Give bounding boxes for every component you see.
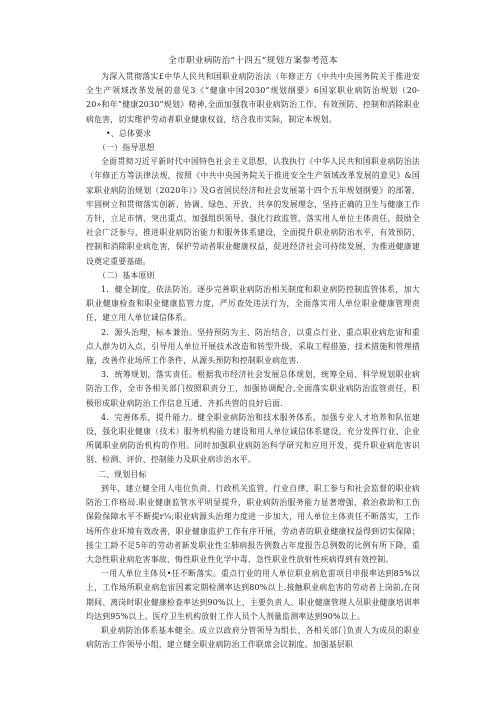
document-body xyxy=(86,70,420,652)
paragraph: 1．健全制度，依法防治。逐步完善职业病防治相关制度和职业病防控制监管体系，加大职业健康检查和职业健康监管力度，严厉查处违法行为，全面落实用人单位职业健康管理责任，建立用人单位诚信体系。 xyxy=(86,285,420,323)
paragraph: 职业病防治体系基本健全。成立以政府分管领导为组长、各相关部门负责人为成员的职业病防治工作领导小组，建立健全职业病防治工作联席会议制度。加强基层职 xyxy=(86,625,420,650)
paragraph: （二）基本原则 xyxy=(98,270,155,280)
paragraph: •、总体要求 xyxy=(106,128,152,138)
paragraph: 4．完善体系，提升能力。健全职业病防治和技术服务体系，加强专业人才培养和队伍建设，强化职业健康（技术）服务机构能力建设和用人单位诚信体系建设，充分发挥行业、企业所属职业病防治机构的作用。同时加强职业病防治科学研究和应用开发，提升职业病危害识别、检测、评价、控制能力及职业病诊治水平。 xyxy=(86,412,420,465)
paragraph: （一）指导思想 xyxy=(98,143,155,153)
paragraph: 3．统筹规划，落实责任。根据我市经济社会发展总体规划，统筹全局、科学规划职业病防治工作，全市各相关部门按照职责分工，加强协调配合,全面落实职业病防治监管责任，积极形成职业病防治工作信息互通、齐抓共管的良好后面. xyxy=(86,370,420,408)
paragraph: 2．源头治理，标本兼治。坚持预防为主、防治结合，以重点行业、重点职业病危宙和重点人群为切入点，引导用人单位开展技术改造和转型升级，采取工程措施、技术措施和管理措施，改善作业场所工作条件，从源头预防和控制职业病危害. xyxy=(86,327,420,366)
paragraph: 二、规划目标 xyxy=(98,469,147,479)
paragraph: 全面贯彻习近平新时代中国特色社会主义思想，认我执行《中华人民共和国职业病防治法（年修正方等法律法规，按照《中共中央国务院关于推进安全生产领域改革发展的意见》&国家职业病防治规划（2020年）》及G省国民经济和社会发展第十四个五年规划纲要》的部署，牢固树立和贯彻落实创新、协调、绿色、开放、共享的发展理念，坚持正确的卫生与健康工作方针，立足市情，突出重点，加强组织领导，强化行政监管，落实用人单位主体责任，鼓励全社会广泛参与，推进职业病防治能力和服务体系建设，全面提升职业病防治水平，有效预防、控制和消除职业病危害，保护劳动者职业健康权益，促进经济社会可持续发展，为推进健康建设奠定重要基础。 xyxy=(86,157,420,266)
paragraph: 一用人单位主体员•任不断落实。重点行业的用人单位职业病危雷项目申报率达到85%以上，工作场所职业病危宙因素定期检测率达到80%以上.接触职业病危害的劳动者上岗前,在岗期间、离岗时职业健康检查率达到90%以上，主要负责人、职业健康管理人员职业健康培训率均达到95%以上。医疗卫生机构放射工作人员个人剂量监测率达到90%以上。 xyxy=(86,569,420,621)
document-title: 全市职业病防治“十四五”规划方案参考范本 xyxy=(168,56,338,66)
paragraph: 为深入贯彻落实£中华人民共和国职业病防治法（年修正方《中共中央国务院关于推进安全生产领域改革发展的意见3《“健康中国2030”规划纲要》6国家职业病防治规划（20-20»和年”健康2030”规划》精神,全面加强我市职业病防治工作，有效预防、控制和消除职业病危害，切实维护劳动者职业健康权益，结合我市实际，制定本规划。 xyxy=(86,72,420,124)
paragraph: 到年，建立健全用人电位负责、行政机关监管、行业自律、职工参与和社会监督的职业病防治工作格局.职业健康监管水平明显提升，职业病防治服务能力显著增强，救治救助和工伤保险保障水平不断提r¼;职业病源头治理力度进一步加大，用人单位主体责任不断落实，工作场所作业环境有效改善，职业健康监护工作有序开展，劳动者的职业健康权益得到切实保障；接尘工龄不足5年的劳动者新发职业性尘肺病报告例数占年度报告总例数的比例有所下降，重大急性职业病危害事故、悔性职业性化学中毒、急性职业性放射性疾病得到有效控制。 xyxy=(86,483,420,564)
